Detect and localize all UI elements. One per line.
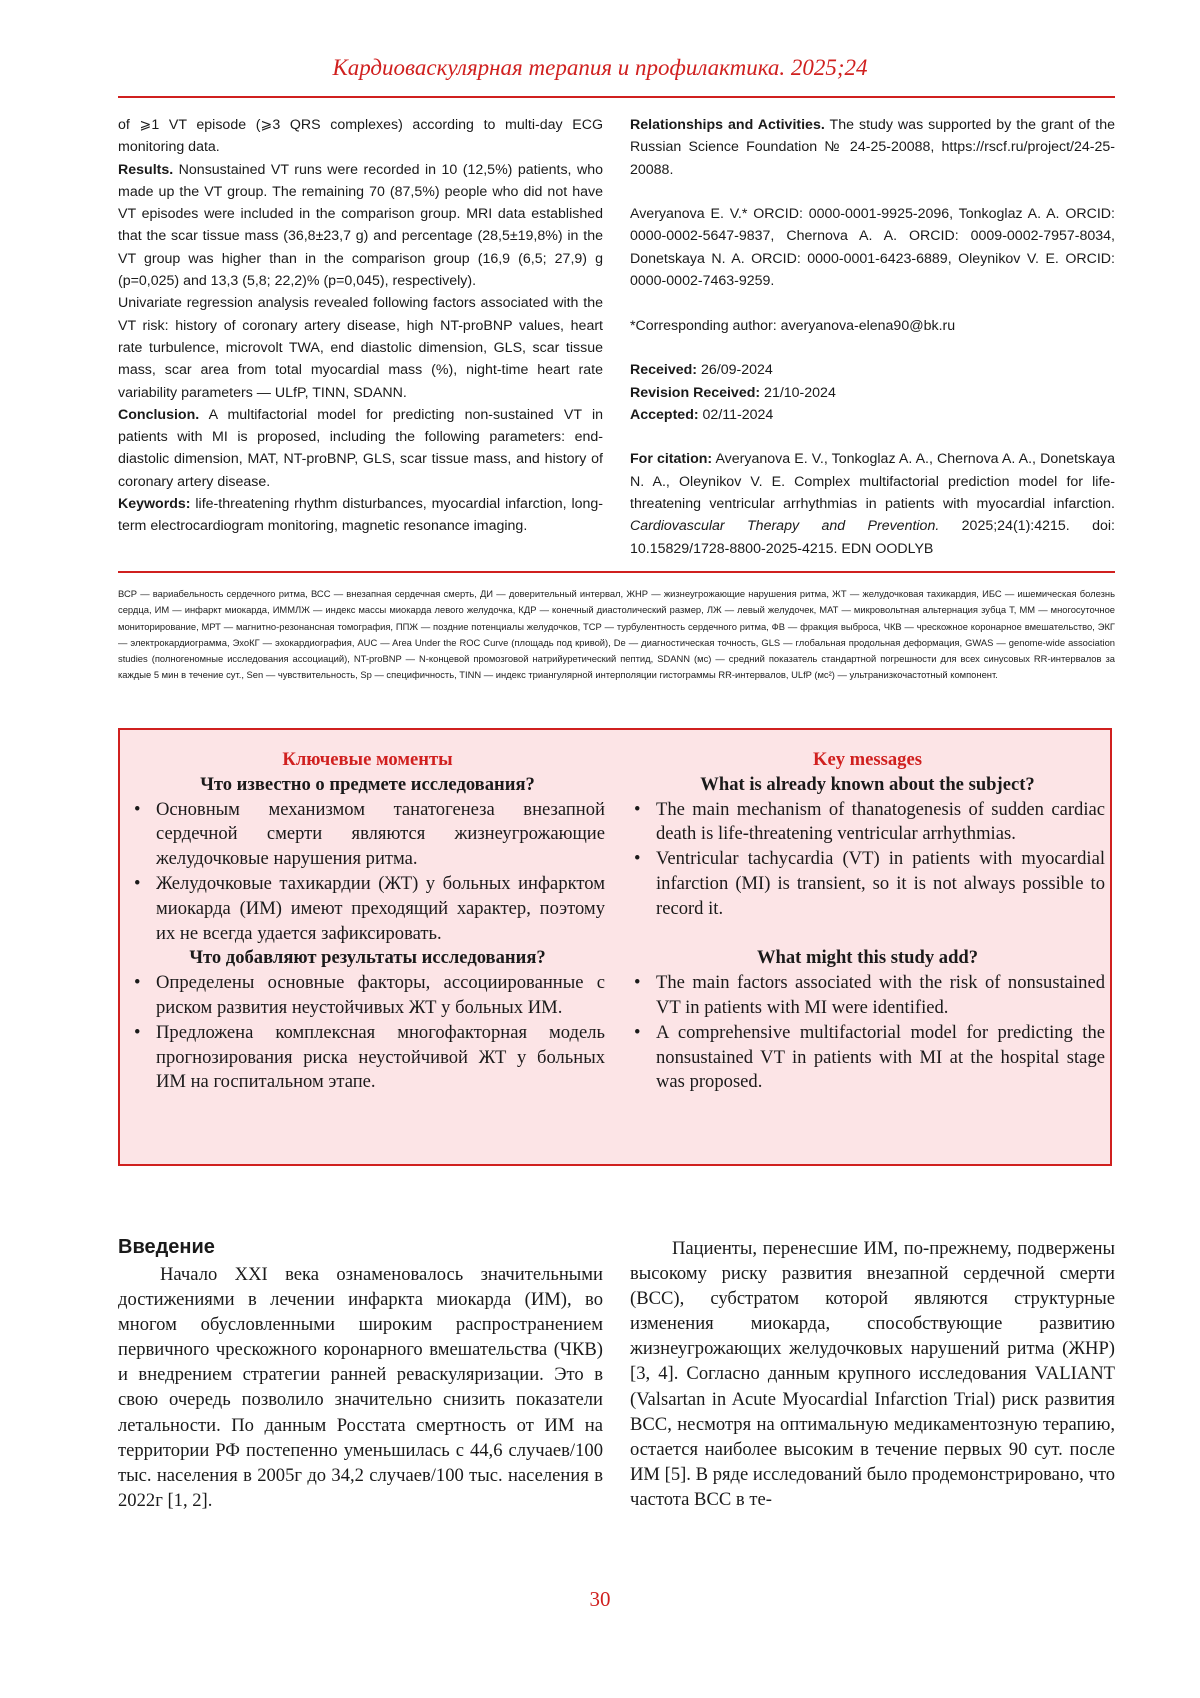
methods-tail: of ⩾1 VT episode (⩾3 QRS complexes) according to multi-day ECG monitoring data.: [118, 117, 603, 156]
key-list-1-ru: [130, 798, 605, 947]
abstract-column: [118, 114, 603, 538]
received-value: 26/09-2024: [697, 362, 773, 379]
keywords-text: life-threatening rhythm disturbances, myocardial infarction, long-term electrocardiogram monitoring, magnetic resonance imaging.: [118, 496, 603, 535]
citation-label: For citation:: [630, 451, 713, 468]
key-question-2-ru: Что добавляют результаты исследования?: [189, 947, 546, 969]
accepted-date: [630, 404, 1115, 426]
accepted-value: 02/11-2024: [698, 406, 774, 423]
key-question-1-ru: Что известно о предмете исследования?: [200, 773, 535, 795]
keywords-paragraph: [118, 493, 603, 538]
accepted-label: Accepted:: [630, 406, 699, 423]
corresponding-author: *Corresponding author: averyanova-elena90@bk.ru: [630, 317, 956, 334]
received-label: Received:: [630, 362, 698, 379]
relationships-text: The study was supported by the grant of the Russian Science Foundation № 24-25-20088, https://rscf.ru/project/24-25-20088.: [630, 117, 1115, 178]
intro-left-column: [118, 1262, 603, 1513]
key-list-2-en: [630, 971, 1105, 1095]
revision-date: [630, 382, 1115, 404]
journal-header: Кардиоваскулярная терапия и профилактика. 2025;24: [332, 55, 868, 80]
article-info-column: [630, 114, 1115, 560]
intro-right-column: [630, 1236, 1115, 1512]
list-item: • The main factors associated with the risk of nonsustained VT in patients with MI were identified.: [630, 971, 1105, 1021]
list-item: • A comprehensive multifactorial model for predicting the nonsustained VT in patients with MI at the hospital stage was proposed.: [630, 1021, 1105, 1095]
revision-label: Revision Received:: [630, 384, 761, 401]
orcid-paragraph: Averyanova E. V.* ORCID: 0000-0001-9925-2096, Tonkoglaz A. A. ORCID: 0000-0002-5647-9837, Chernova A. A. ORCID: 0009-0002-7957-8034, Donetskaya N. A. ORCID: 0000-0001-6423-6889, Oleynikov V. E. ORCID: 0000-0002-7463-9259.: [630, 206, 1115, 290]
key-title-en: Key messages: [813, 749, 922, 770]
list-item: • Определены основные факторы, ассоциированные с риском развития неустойчивых ЖТ у больных ИМ.: [130, 971, 605, 1021]
results-label: Results.: [118, 161, 174, 178]
conclusion-text: A multifactorial model for predicting non-sustained VT in patients with MI is proposed, including the following parameters: end-diastolic dimension, MAT, NT-proBNP, GLS, scar tissue mass, and history of coronary artery disease.: [118, 406, 603, 490]
list-item: • The main mechanism of thanatogenesis of sudden cardiac death is life-threatening ventricular arrhythmias.: [630, 798, 1105, 848]
list-item: • Желудочковые тахикардии (ЖТ) у больных инфарктом миокарда (ИМ) имеют преходящий характер, поэтому их не всегда удается зафиксировать.: [130, 872, 605, 946]
key-question-2-en: What might this study add?: [756, 947, 979, 969]
conclusion-paragraph: [118, 404, 603, 493]
list-item: • Основным механизмом танатогенеза внезапной сердечной смерти являются жизнеугрожающие желудочковые нарушения ритма.: [130, 798, 605, 872]
univariate-paragraph: Univariate regression analysis revealed following factors associated with the VT risk: history of coronary artery disease, high NT-proBNP values, heart rate turbulence, microvolt TWA, end diastolic dimension, GLS, scar tissue mass, scar area from total myocardial mass (%), night-time heart rate variability parameters — ULfP, TINN, SDANN.: [118, 295, 603, 401]
key-messages-en: [630, 748, 1105, 1095]
results-text: Nonsustained VT runs were recorded in 10 (12,5%) patients, who made up the VT group. The remaining 70 (87,5%) people who did not have VT episodes were included in the comparison group. MRI data established that the scar tissue mass (36,8±23,7 g) and percentage (28,5±19,8%) in the VT group was higher than in the comparison group (16,9 (6,5; 27,9) g (p=0,025) and 13,3 (5,8; 22,2)% (p=0,045), respectively).: [118, 161, 603, 290]
intro-paragraph-1: Начало XXI века ознаменовалось значительными достижениями в лечении инфаркта миокарда (ИМ), во многом обусловленными широким распространением первичного чрескожного коронарного вмешательства (ЧКВ) и внедрением стратегии ранней реваскуляризации. Это в свою очередь позволило значительно снизить показатели летальности. По данным Росстата смертность от ИМ на территории РФ постепенно уменьшилась с 44,6 случаев/100 тыс. населения в 2005г до 34,2 случаев/100 тыс. населения в 2022г [1, 2].: [118, 1264, 603, 1511]
citation-text: Averyanova E. V., Tonkoglaz A. A., Chernova A. A., Donetskaya N. A., Oleynikov V. E. Complex multifactorial prediction model for life-threatening ventricular arrhythmias in patients with myocardial infarction.: [630, 451, 1115, 513]
key-list-2-ru: [130, 971, 605, 1095]
citation-paragraph: [630, 448, 1115, 559]
header-rule: [118, 96, 1115, 98]
key-messages-box: [118, 728, 1112, 1166]
key-title-ru: Ключевые моменты: [282, 749, 453, 770]
intro-paragraph-2: Пациенты, перенесшие ИМ, по-прежнему, подвержены высокому риску развития внезапной сердечной смерти (ВСС), субстратом которой являются структурные изменения миокарда, способствующие развитию жизнеугрожающих желудочковых нарушений ритма (ЖНР) [3, 4]. Согласно данным крупного исследования VALIANT (Valsartan in Acute Myocardial Infarction Trial) риск развития ВСС, несмотря на оптимальную медикаментозную терапию, остается наиболее высоким в течение первых 90 сут. после ИМ [5]. В ряде исследований было продемонстрировано, что частота ВСС в те-: [630, 1238, 1115, 1510]
abbreviations: ВСР — вариабельность сердечного ритма, ВСС — внезапная сердечная смерть, ДИ — доверительный интервал, ЖНР — жизнеугрожающие нарушения ритма, ЖТ — желудочковая тахикардия, ИБС — ишемическая болезнь сердца, ИМ — инфаркт миокарда, ИММЛЖ — индекс массы миокарда левого желудочка, КДР — конечный диастолический размер, ЛЖ — левый желудочек, МАТ — микровольтная альтернация зубца Т, ММ — многосуточное мониторирование, МРТ — магнитно-резонансная томография, ППЖ — поздние потенциалы желудочков, ТСР — турбулентность сердечного ритма, ФВ — фракция выброса, ЧКВ — чрескожное коронарное вмешательство, ЭКГ — электрокардиограмма, ЭхоКГ — эхокардиография, AUC — Area Under the ROC Curve (площадь под кривой), De — диагностическая точность, GLS — глобальная продольная деформация, GWAS — genome-wide association studies (полногеномные исследования ассоциаций), NT-proBNP — N-концевой промозговой натрийуретический пептид, SDANN (мс) — средний показатель стандартной погрешности для всех синусовых RR-интервалов за каждые 5 мин в течение сут., Sen — чувствительность, Sp — специфичность, TINN — индекс триангулярной интерполяции гистограммы RR-интервалов, ULfP (мс²) — ультранизкочастотный компонент.: [118, 588, 1115, 681]
citation-journal: Cardiovascular Therapy and Prevention.: [630, 518, 940, 535]
keywords-label: Keywords:: [118, 496, 191, 513]
abstract-rule: [118, 571, 1115, 573]
key-list-1-en: [630, 798, 1105, 922]
received-date: [630, 359, 1115, 381]
conclusion-label: Conclusion.: [118, 406, 200, 423]
key-messages-ru: [130, 748, 605, 1095]
key-question-1-en: What is already known about the subject?: [700, 773, 1035, 795]
relationships-label: Relationships and Activities.: [630, 117, 825, 133]
intro-heading: Введение: [118, 1236, 215, 1258]
page-number: 30: [589, 1587, 611, 1611]
revision-value: 21/10-2024: [760, 384, 836, 401]
list-item: • Предложена комплексная многофакторная модель прогнозирования риска неустойчивой ЖТ у больных ИМ на госпитальном этапе.: [130, 1021, 605, 1095]
citation-tail: 2025;24(1):4215. doi: 10.15829/1728-8800-2025-4215. EDN OODLYB: [630, 518, 1116, 557]
results-paragraph: [118, 159, 603, 293]
relationships-paragraph: [630, 114, 1115, 181]
list-item: • Ventricular tachycardia (VT) in patients with myocardial infarction (MI) is transient, so it is not always possible to record it.: [630, 847, 1105, 921]
